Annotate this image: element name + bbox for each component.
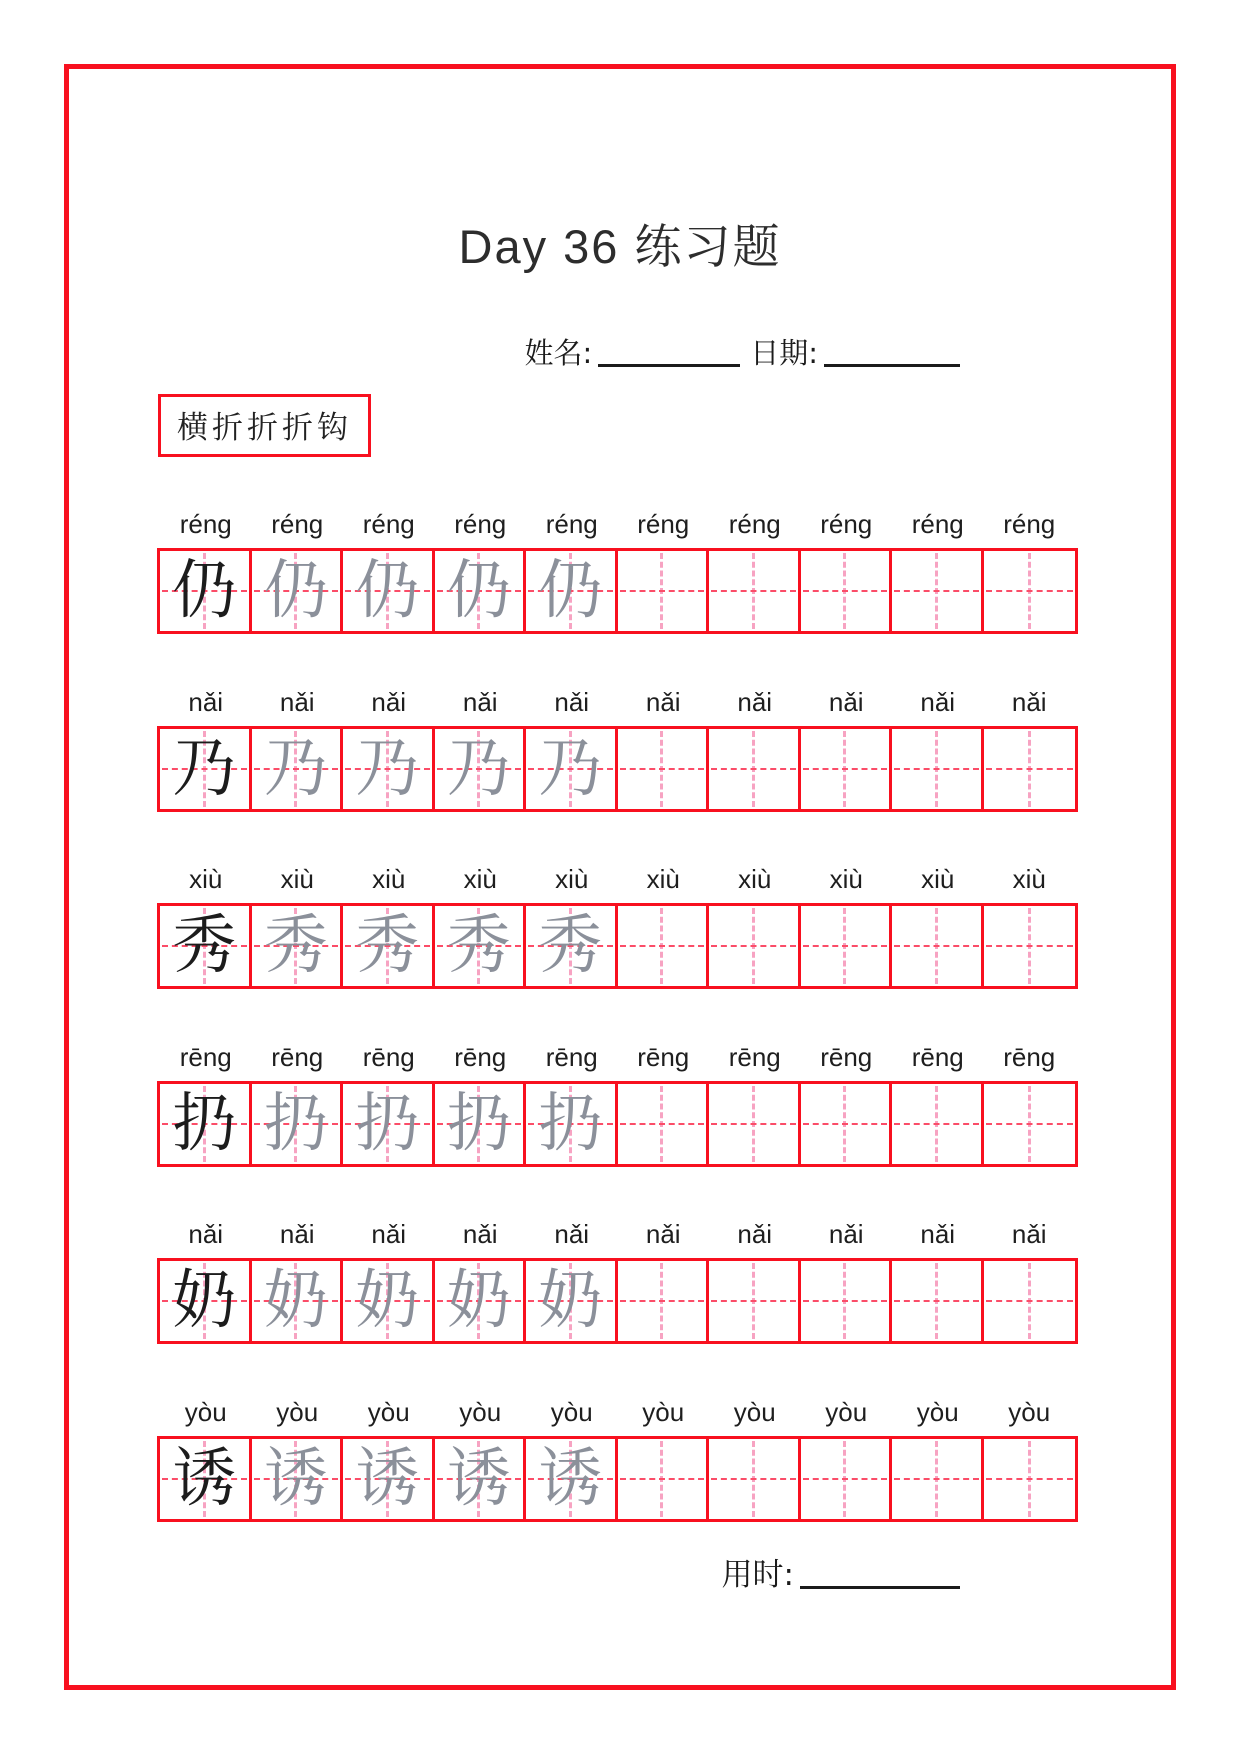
pinyin-label: rēng xyxy=(179,1041,232,1072)
pinyin-row xyxy=(160,866,1078,892)
empty-practice-cell xyxy=(892,1261,984,1341)
empty-practice-cell xyxy=(892,906,984,986)
trace-cell xyxy=(343,1261,435,1341)
empty-practice-cell xyxy=(709,1084,801,1164)
practice-row xyxy=(157,686,1078,812)
trace-cell xyxy=(252,729,344,809)
pinyin-label: xiù xyxy=(555,864,589,894)
pinyin-label: nǎi xyxy=(554,1219,590,1249)
pinyin-label: rēng xyxy=(911,1041,964,1072)
stroke-tag-label: 横折折折钩 xyxy=(177,410,352,446)
trace-cell xyxy=(435,906,527,986)
trace-cell xyxy=(526,1084,618,1164)
pinyin-label: nǎi xyxy=(371,1219,407,1249)
trace-character: 诱 xyxy=(263,1441,328,1516)
trace-character: 诱 xyxy=(355,1441,420,1516)
pinyin-label: nǎi xyxy=(188,686,224,717)
pinyin-label: yòu xyxy=(642,1396,685,1427)
trace-cell xyxy=(343,729,435,809)
page-title: Day 36 练习题 xyxy=(458,220,782,273)
empty-practice-cell xyxy=(709,551,801,631)
trace-character: 奶 xyxy=(538,1264,603,1338)
trace-cell xyxy=(435,1439,527,1519)
example-cell xyxy=(160,1439,252,1519)
trace-character: 仍 xyxy=(263,554,328,628)
pinyin-label: yòu xyxy=(916,1396,959,1427)
time-blank-line xyxy=(800,1583,960,1589)
pinyin-label: rēng xyxy=(271,1041,324,1072)
practice-grid xyxy=(157,903,1078,989)
pinyin-label: réng xyxy=(911,509,964,539)
pinyin-label: réng xyxy=(637,509,690,539)
empty-practice-cell xyxy=(618,1261,710,1341)
trace-character: 乃 xyxy=(355,731,420,806)
pinyin-label: nǎi xyxy=(920,686,956,717)
empty-practice-cell xyxy=(618,906,710,986)
trace-cell xyxy=(343,1084,435,1164)
pinyin-label: réng xyxy=(1003,509,1056,539)
empty-practice-cell xyxy=(709,1261,801,1341)
pinyin-label: rēng xyxy=(728,1041,781,1072)
trace-cell xyxy=(526,1439,618,1519)
trace-character: 仍 xyxy=(446,554,511,628)
trace-character: 奶 xyxy=(446,1264,511,1338)
pinyin-label: xiù xyxy=(1012,864,1046,894)
empty-practice-cell xyxy=(892,551,984,631)
pinyin-row xyxy=(160,1041,1078,1072)
practice-grid xyxy=(157,1436,1078,1522)
trace-cell xyxy=(343,1439,435,1519)
empty-practice-cell xyxy=(709,906,801,986)
trace-character: 乃 xyxy=(538,731,603,806)
pinyin-label: réng xyxy=(271,509,324,539)
pinyin-label: nǎi xyxy=(279,686,315,717)
trace-cell xyxy=(526,906,618,986)
pinyin-label: xiù xyxy=(646,864,680,894)
practice-grid xyxy=(157,1081,1078,1167)
pinyin-label: réng xyxy=(454,509,507,539)
trace-character: 诱 xyxy=(538,1441,603,1516)
practice-row xyxy=(157,1041,1078,1167)
pinyin-label: nǎi xyxy=(462,1219,498,1249)
pinyin-label: réng xyxy=(545,509,598,539)
example-character: 秀 xyxy=(172,909,237,983)
example-character: 仍 xyxy=(172,554,237,628)
trace-character: 扔 xyxy=(263,1086,328,1161)
trace-cell xyxy=(435,551,527,631)
trace-cell xyxy=(526,729,618,809)
example-cell xyxy=(160,551,252,631)
pinyin-label: nǎi xyxy=(828,1219,864,1249)
pinyin-label: nǎi xyxy=(188,1219,224,1249)
trace-cell xyxy=(435,729,527,809)
pinyin-label: yòu xyxy=(550,1396,593,1427)
pinyin-label: yòu xyxy=(276,1396,319,1427)
trace-character: 秀 xyxy=(263,909,328,983)
pinyin-row xyxy=(160,1221,1078,1247)
example-cell xyxy=(160,1084,252,1164)
time-label: 用时: xyxy=(721,1557,794,1593)
pinyin-label: xiù xyxy=(738,864,772,894)
empty-practice-cell xyxy=(618,1439,710,1519)
pinyin-label: nǎi xyxy=(828,686,864,717)
trace-cell xyxy=(343,906,435,986)
example-cell xyxy=(160,729,252,809)
pinyin-label: nǎi xyxy=(279,1219,315,1249)
trace-cell xyxy=(252,1439,344,1519)
pinyin-label: réng xyxy=(179,509,232,539)
pinyin-label: rēng xyxy=(545,1041,598,1072)
trace-character: 仍 xyxy=(355,554,420,628)
pinyin-label: réng xyxy=(820,509,873,539)
pinyin-label: rēng xyxy=(637,1041,690,1072)
pinyin-label: xiù xyxy=(829,864,863,894)
empty-practice-cell xyxy=(801,551,893,631)
empty-practice-cell xyxy=(892,1439,984,1519)
trace-cell xyxy=(435,1084,527,1164)
pinyin-label: yòu xyxy=(733,1396,776,1427)
example-cell xyxy=(160,906,252,986)
pinyin-label: yòu xyxy=(459,1396,502,1427)
pinyin-label: xiù xyxy=(280,864,314,894)
empty-practice-cell xyxy=(709,1439,801,1519)
pinyin-label: nǎi xyxy=(1011,686,1047,717)
pinyin-label: nǎi xyxy=(462,686,498,717)
empty-practice-cell xyxy=(709,729,801,809)
pinyin-label: yòu xyxy=(1008,1396,1051,1427)
pinyin-label: xiù xyxy=(463,864,497,894)
pinyin-label: xiù xyxy=(921,864,955,894)
trace-character: 秀 xyxy=(355,909,420,983)
trace-cell xyxy=(252,1261,344,1341)
example-character: 乃 xyxy=(172,731,237,806)
trace-character: 秀 xyxy=(446,909,511,983)
trace-cell xyxy=(435,1261,527,1341)
empty-practice-cell xyxy=(801,1261,893,1341)
date-blank-line xyxy=(824,361,960,367)
empty-practice-cell xyxy=(984,1439,1076,1519)
practice-row xyxy=(157,1396,1078,1522)
pinyin-label: nǎi xyxy=(645,1219,681,1249)
practice-row xyxy=(157,866,1078,989)
pinyin-label: rēng xyxy=(362,1041,415,1072)
trace-cell xyxy=(252,1084,344,1164)
empty-practice-cell xyxy=(801,906,893,986)
example-character: 扔 xyxy=(172,1086,237,1161)
pinyin-label: xiù xyxy=(372,864,406,894)
pinyin-label: rēng xyxy=(820,1041,873,1072)
empty-practice-cell xyxy=(984,906,1076,986)
empty-practice-cell xyxy=(618,1084,710,1164)
trace-character: 扔 xyxy=(355,1086,420,1161)
trace-cell xyxy=(526,551,618,631)
pinyin-label: yòu xyxy=(184,1396,227,1427)
trace-cell xyxy=(252,551,344,631)
name-blank-line xyxy=(598,361,740,367)
pinyin-row xyxy=(160,686,1078,717)
date-label: 日期: xyxy=(750,336,818,370)
empty-practice-cell xyxy=(618,551,710,631)
pinyin-label: nǎi xyxy=(737,686,773,717)
name-label: 姓名: xyxy=(524,336,593,370)
empty-practice-cell xyxy=(984,1084,1076,1164)
trace-character: 仍 xyxy=(538,554,603,628)
pinyin-label: réng xyxy=(728,509,781,539)
trace-cell xyxy=(343,551,435,631)
pinyin-label: xiù xyxy=(189,864,223,894)
name-date-line xyxy=(524,331,960,372)
pinyin-label: nǎi xyxy=(371,686,407,717)
pinyin-label: nǎi xyxy=(920,1219,956,1249)
pinyin-row xyxy=(160,1396,1078,1427)
trace-character: 扔 xyxy=(446,1086,511,1161)
empty-practice-cell xyxy=(618,729,710,809)
pinyin-label: rēng xyxy=(1003,1041,1056,1072)
trace-character: 奶 xyxy=(263,1264,328,1338)
pinyin-label: réng xyxy=(362,509,415,539)
empty-practice-cell xyxy=(801,1084,893,1164)
practice-grid xyxy=(157,726,1078,812)
pinyin-label: yòu xyxy=(367,1396,410,1427)
time-line xyxy=(722,1549,960,1594)
trace-character: 诱 xyxy=(446,1441,511,1516)
empty-practice-cell xyxy=(801,729,893,809)
pinyin-label: nǎi xyxy=(1011,1219,1047,1249)
trace-character: 奶 xyxy=(355,1264,420,1338)
empty-practice-cell xyxy=(984,1261,1076,1341)
practice-row xyxy=(157,511,1078,634)
empty-practice-cell xyxy=(892,1084,984,1164)
trace-character: 乃 xyxy=(446,731,511,806)
practice-grid xyxy=(157,548,1078,634)
example-cell xyxy=(160,1261,252,1341)
pinyin-row xyxy=(160,511,1078,537)
stroke-tag-box xyxy=(158,394,371,457)
trace-character: 秀 xyxy=(538,909,603,983)
practice-row xyxy=(157,1221,1078,1344)
empty-practice-cell xyxy=(984,729,1076,809)
empty-practice-cell xyxy=(892,729,984,809)
trace-character: 扔 xyxy=(538,1086,603,1161)
pinyin-label: yòu xyxy=(825,1396,868,1427)
trace-character: 乃 xyxy=(263,731,328,806)
practice-grid xyxy=(157,1258,1078,1344)
trace-cell xyxy=(526,1261,618,1341)
empty-practice-cell xyxy=(984,551,1076,631)
example-character: 诱 xyxy=(172,1441,237,1516)
pinyin-label: rēng xyxy=(454,1041,507,1072)
empty-practice-cell xyxy=(801,1439,893,1519)
pinyin-label: nǎi xyxy=(554,686,590,717)
pinyin-label: nǎi xyxy=(645,686,681,717)
pinyin-label: nǎi xyxy=(737,1219,773,1249)
trace-cell xyxy=(252,906,344,986)
example-character: 奶 xyxy=(172,1264,237,1338)
